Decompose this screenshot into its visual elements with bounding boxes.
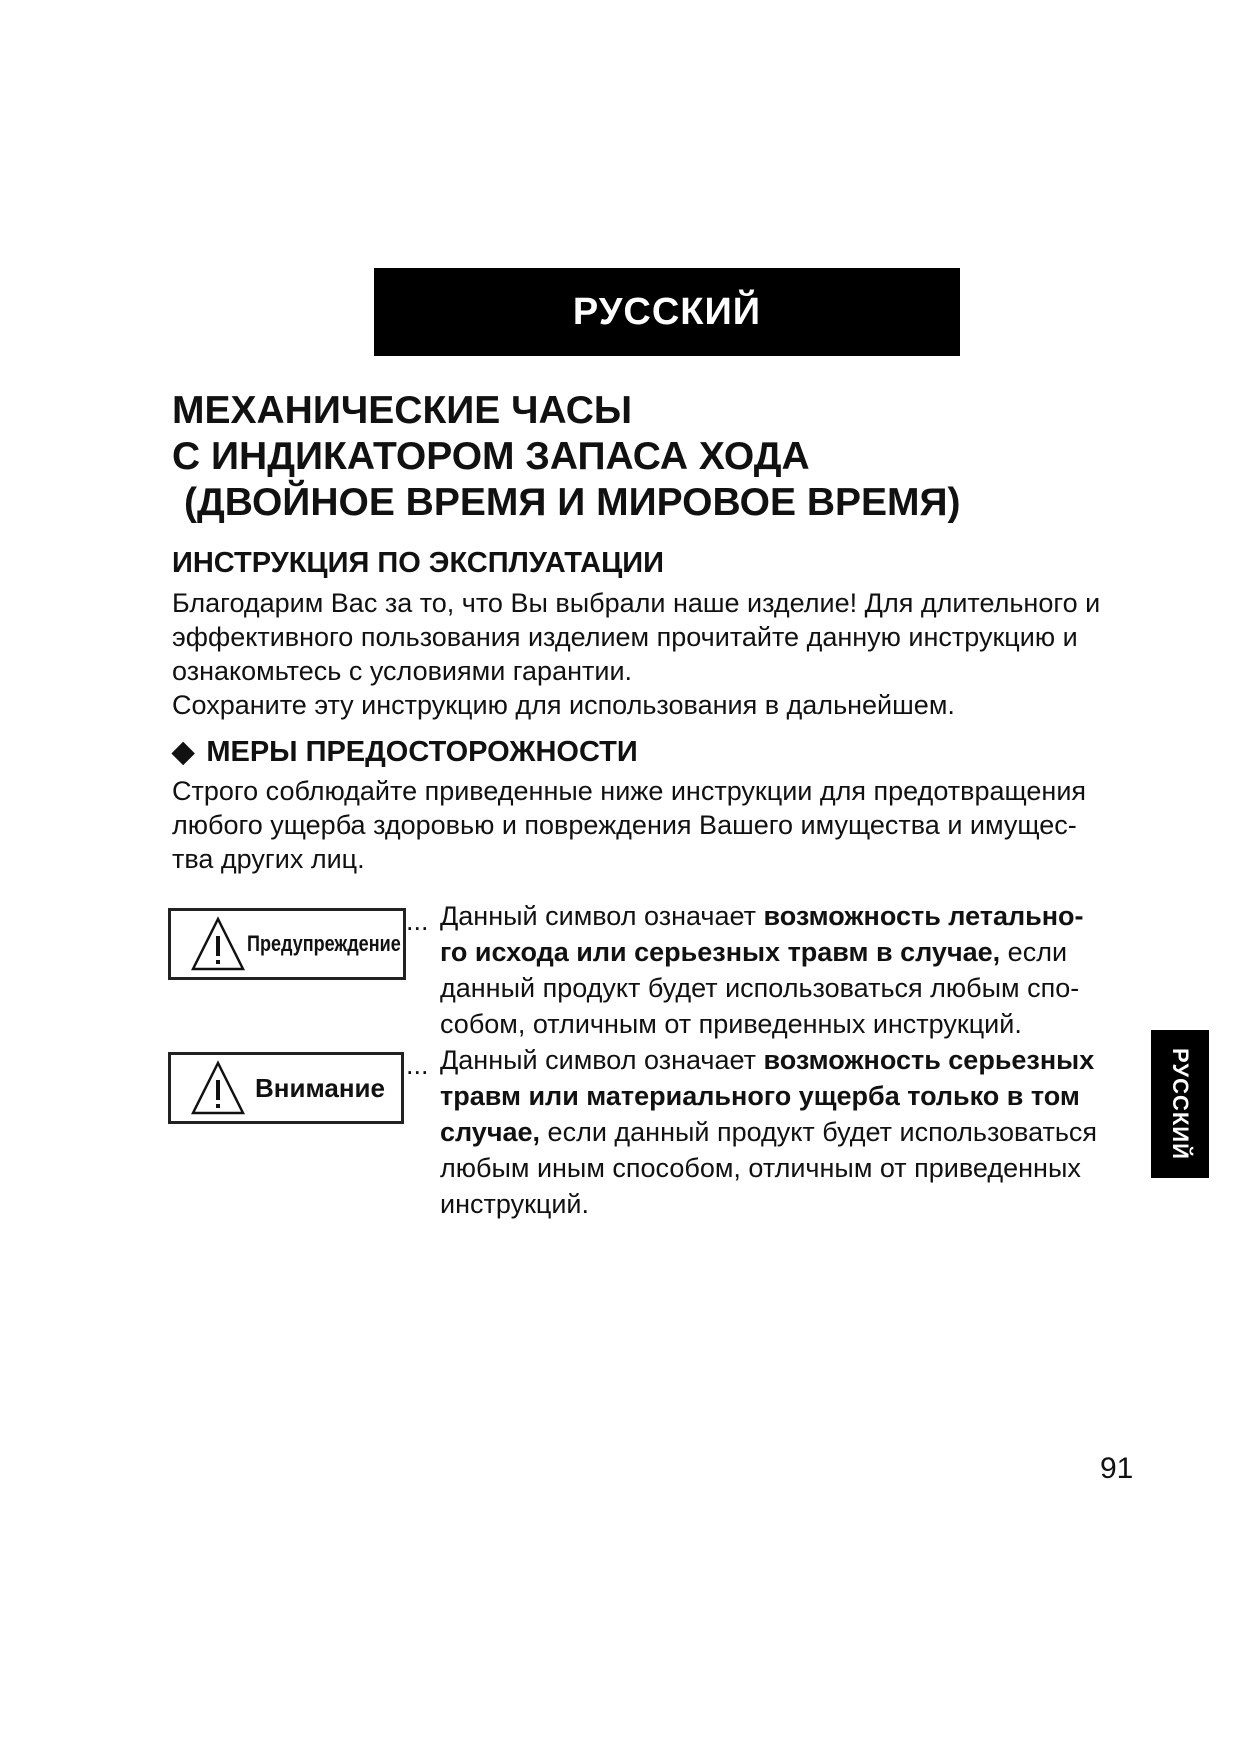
warning-desc-emphasis: возможность летально- bbox=[763, 901, 1084, 931]
caution-desc-emphasis: травм или материального ущерба только в том bbox=[440, 1081, 1080, 1111]
section-subtitle: ИНСТРУКЦИЯ ПО ЭКСПЛУАТАЦИИ bbox=[172, 547, 664, 579]
intro-line: эффективного пользования изделием прочитайте данную инструкцию и bbox=[172, 622, 1078, 652]
precautions-line: Строго соблюдайте приведенные ниже инструкции для предотвращения bbox=[172, 776, 1087, 806]
warning-desc-line bbox=[440, 898, 1156, 934]
precautions-paragraph bbox=[172, 774, 1172, 876]
warning-desc-line: данный продукт будет использоваться любым спо- bbox=[440, 973, 1080, 1003]
warning-desc-line bbox=[440, 934, 1156, 970]
language-banner bbox=[374, 268, 960, 356]
warning-symbol-box bbox=[168, 908, 406, 980]
caution-desc-line bbox=[440, 1078, 1156, 1114]
diamond-bullet-icon: ◆ bbox=[172, 736, 195, 768]
language-side-tab bbox=[1151, 1030, 1209, 1178]
caution-desc-line bbox=[440, 1042, 1156, 1078]
intro-paragraph bbox=[172, 586, 1172, 722]
caution-dots: ... bbox=[406, 1050, 429, 1080]
warning-desc-emphasis: го исхода или серьезных травм в случае, bbox=[440, 937, 1001, 967]
page-title bbox=[172, 388, 1152, 526]
caution-desc-line: инструкций. bbox=[440, 1189, 590, 1219]
intro-line: Благодарим Вас за то, что Вы выбрали наше изделие! Для длительного и bbox=[172, 588, 1101, 618]
precautions-heading bbox=[172, 734, 638, 769]
intro-line: ознакомьтесь с условиями гарантии. bbox=[172, 656, 633, 686]
warning-dots: ... bbox=[406, 906, 429, 936]
caution-desc-line bbox=[440, 1114, 1156, 1150]
precautions-line: любого ущерба здоровью и повреждения Вашего имущества и имущес- bbox=[172, 810, 1077, 840]
caution-desc-line: любым иным способом, отличным от приведенных bbox=[440, 1153, 1081, 1183]
precautions-heading-text: МЕРЫ ПРЕДОСТОРОЖНОСТИ bbox=[206, 736, 638, 768]
caution-symbol-label: Внимание bbox=[255, 1072, 385, 1103]
page-number: 91 bbox=[1100, 1452, 1134, 1485]
warning-desc-line: собом, отличным от приведенных инструкций. bbox=[440, 1009, 1022, 1039]
title-line: МЕХАНИЧЕСКИЕ ЧАСЫ bbox=[172, 389, 633, 432]
caution-symbol-box bbox=[168, 1052, 404, 1124]
caution-desc-emphasis: случае, bbox=[440, 1117, 541, 1147]
language-banner-label: РУССКИЙ bbox=[572, 290, 762, 333]
caution-triangle-icon bbox=[191, 1060, 245, 1116]
caution-desc-emphasis: возможность серьезных bbox=[763, 1045, 1095, 1075]
caution-desc-text: если данный продукт будет использоваться bbox=[540, 1117, 1098, 1147]
warning-triangle-icon bbox=[191, 916, 245, 972]
warning-desc-text: если bbox=[1000, 937, 1068, 967]
precautions-line: тва других лиц. bbox=[172, 844, 365, 874]
warning-symbol-label: Предупреждение bbox=[247, 931, 401, 956]
warning-description bbox=[440, 898, 1156, 1042]
intro-line: Сохраните эту инструкцию для использования в дальнейшем. bbox=[172, 690, 955, 720]
warning-desc-text: Данный символ означает bbox=[440, 901, 764, 931]
caution-description bbox=[440, 1042, 1156, 1222]
language-side-tab-label: РУССКИЙ bbox=[1168, 1048, 1193, 1160]
caution-desc-text: Данный символ означает bbox=[440, 1045, 764, 1075]
title-line: (ДВОЙНОЕ ВРЕМЯ И МИРОВОЕ ВРЕМЯ) bbox=[184, 481, 961, 524]
title-line: С ИНДИКАТОРОМ ЗАПАСА ХОДА bbox=[172, 435, 810, 478]
